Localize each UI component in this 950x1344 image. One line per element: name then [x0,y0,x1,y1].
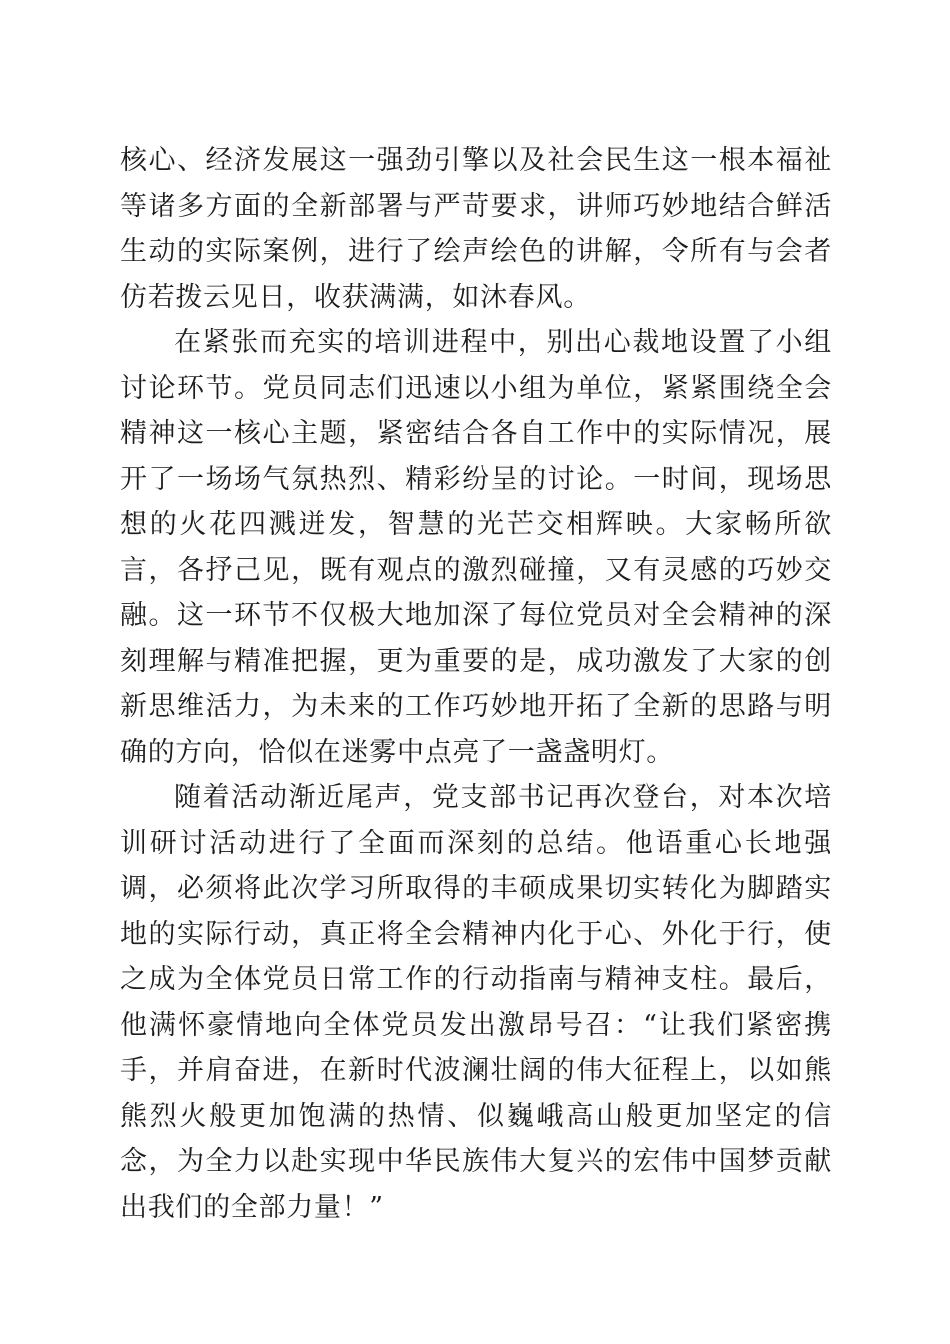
paragraph-group-discussion: 在紧张而充实的培训进程中，别出心裁地设置了小组讨论环节。党员同志们迅速以小组为单位，紧紧围绕全会精神这一核心主题，紧密结合各自工作中的实际情况，展开了一场场气氛热烈、精彩纷呈的讨论。一时间，现场思想的火花四溅迸发，智慧的光芒交相辉映。大家畅所欲言，各抒己见，既有观点的激烈碰撞，又有灵感的巧妙交融。这一环节不仅极大地加深了每位党员对全会精神的深刻理解与精准把握，更为重要的是，成功激发了大家的创新思维活力，为未来的工作巧妙地开拓了全新的思路与明确的方向，恰似在迷雾中点亮了一盏盏明灯。 [120,327,832,768]
paragraph-closing-summary: 随着活动渐近尾声，党支部书记再次登台，对本次培训研讨活动进行了全面而深刻的总结。他语重心长地强调，必须将此次学习所取得的丰硕成果切实转化为脚踏实地的实际行动，真正将全会精神内化于心、外化于行，使之成为全体党员日常工作的行动指南与精神支柱。最后，他满怀豪情地向全体党员发出激昂号召：“让我们紧密携手，并肩奋进，在新时代波澜壮阔的伟大征程上，以如熊熊烈火般更加饱满的热情、似巍峨高山般更加坚定的信念，为全力以赴实现中华民族伟大复兴的宏伟中国梦贡献出我们的全部力量！” [120,782,832,1223]
document-body [120,138,832,1230]
paragraph-continuation: 核心、经济发展这一强劲引擎以及社会民生这一根本福祉等诸多方面的全新部署与严苛要求，讲师巧妙地结合鲜活生动的实际案例，进行了绘声绘色的讲解，令所有与会者仿若拨云见日，收获满满，如沐春风。 [120,145,832,313]
